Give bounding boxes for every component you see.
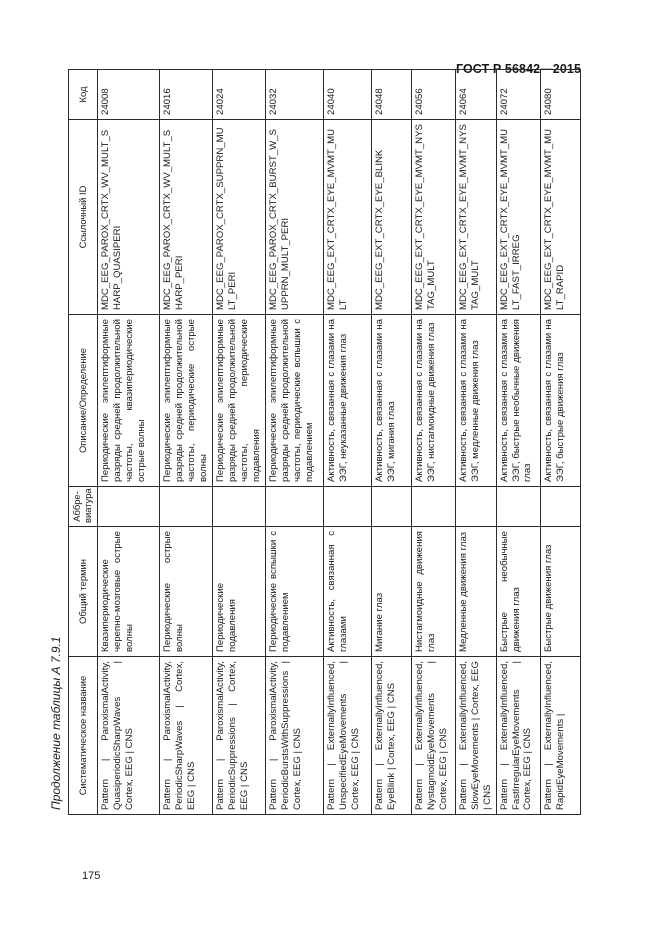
abbreviation-cell — [372, 487, 412, 527]
systematic-name-cell: Pattern | ParoxismalActivity, PeriodicBurstsWithSuppressions | Cortex, EEG | CNS — [266, 657, 324, 815]
description-cell: Активность, связанная с глазами на ЭЭГ, медленные движения глаз — [456, 315, 497, 487]
reference-id-cell: MDC_EEG_EXT_CRTX_EYE_MVMT_MULT — [324, 120, 372, 315]
description-cell: Периодические эпилептиформные разряды средней продолжительной частоты, квазипериодические острые волны — [98, 315, 160, 487]
table-row — [98, 70, 160, 815]
systematic-name-cell: Pattern | ExternallyInfluenced, UnspecifiedEyeMovements | Cortex, EEG | CNS — [324, 657, 372, 815]
abbreviation-cell — [213, 487, 266, 527]
table-row — [456, 70, 497, 815]
description-cell: Активность, связанная с глазами на ЭЭГ, быстрые движения глаз — [540, 315, 580, 487]
description-cell: Периодические эпилептиформные разряды средней продолжительной частоты, периодические острые волны — [160, 315, 213, 487]
common-term-cell: Быстрые движения глаз — [540, 527, 580, 657]
header-systematic-name: Систематическое название — [69, 657, 98, 815]
systematic-name-cell: Pattern | ParoxismalActivity, QuasiperiodicSharpWaves | Cortex, EEG | CNS — [98, 657, 160, 815]
abbreviation-cell — [456, 487, 497, 527]
description-cell: Периодические эпилептиформные разряды средней продолжительной частоты, периодические вспышки с подавлением — [266, 315, 324, 487]
common-term-cell: Активность, связанная с глазами — [324, 527, 372, 657]
description-cell: Периодические эпилептиформные разряды средней продолжительной частоты, периодические подавления — [213, 315, 266, 487]
table-row — [324, 70, 372, 815]
common-term-cell: Мигание глаз — [372, 527, 412, 657]
code-cell: 24056 — [412, 70, 456, 120]
code-cell: 24008 — [98, 70, 160, 120]
table-row — [266, 70, 324, 815]
reference-id-cell: MDC_EEG_EXT_CRTX_EYE_MVMT_MULT_RAPID — [540, 120, 580, 315]
code-cell: 24048 — [372, 70, 412, 120]
abbreviation-cell — [412, 487, 456, 527]
abbreviation-cell — [324, 487, 372, 527]
common-term-cell: Периодические подавления — [213, 527, 266, 657]
table-row — [372, 70, 412, 815]
table-caption: Продолжение таблицы А 7.9.1 — [49, 636, 63, 810]
table-row — [540, 70, 580, 815]
reference-id-cell: MDC_EEG_EXT_CRTX_EYE_MVMT_NYSTAG_MULT — [456, 120, 497, 315]
page-number: 175 — [82, 870, 101, 882]
header-common-term: Общий термин — [69, 527, 98, 657]
systematic-name-cell: Pattern | ExternallyInfluenced, FastIrregularEyeMovements | Cortex, EEG | CNS — [496, 657, 540, 815]
reference-id-cell: MDC_EEG_EXT_CRTX_EYE_BLINK — [372, 120, 412, 315]
header-reference-id: Ссылочный ID — [69, 120, 98, 315]
reference-id-cell: MDC_EEG_PAROX_CRTX_WV_MULT_SHARP_QUASIPERI — [98, 120, 160, 315]
systematic-name-cell: Pattern | ExternallyInfluenced, RapidEyeMovements | — [540, 657, 580, 815]
abbreviation-cell — [496, 487, 540, 527]
systematic-name-cell: Pattern | ExternallyInfluenced, EyeBlink | Cortex, EEG | CNS — [372, 657, 412, 815]
abbreviation-cell — [540, 487, 580, 527]
header-description: Описание/Определение — [69, 315, 98, 487]
systematic-name-cell: Pattern | ExternallyInfluenced, SlowEyeMovements | Cortex, EEG | CNS — [456, 657, 497, 815]
header-code: Код — [69, 70, 98, 120]
common-term-cell: Быстрые необычные движения глаз — [496, 527, 540, 657]
table-row — [412, 70, 456, 815]
common-term-cell: Периодические вспышки с подавлением — [266, 527, 324, 657]
code-cell: 24024 — [213, 70, 266, 120]
code-cell: 24032 — [266, 70, 324, 120]
common-term-cell: Периодические острые волны — [160, 527, 213, 657]
systematic-name-cell: Pattern | ParoxismalActivity, PeriodicSharpWaves | Cortex, EEG | CNS — [160, 657, 213, 815]
terms-table — [68, 69, 581, 815]
common-term-cell: Квазипериодические черепно-мозговые острые волны — [98, 527, 160, 657]
systematic-name-cell: Pattern | ParoxismalActivity, PeriodicSuppressions | Cortex, EEG | CNS — [213, 657, 266, 815]
description-cell: Активность, связанная с глазами на ЭЭГ, неуказанные движения глаз — [324, 315, 372, 487]
description-cell: Активность, связанная с глазами на ЭЭГ, мигания глаз — [372, 315, 412, 487]
table-row — [160, 70, 213, 815]
abbreviation-cell — [266, 487, 324, 527]
systematic-name-cell: Pattern | ExternallyInfluenced, NystagmoidEyeMovements | Cortex, EEG | CNS — [412, 657, 456, 815]
code-cell: 24064 — [456, 70, 497, 120]
code-cell: 24016 — [160, 70, 213, 120]
table-row — [496, 70, 540, 815]
table-body — [98, 70, 581, 815]
abbreviation-cell — [98, 487, 160, 527]
reference-id-cell: MDC_EEG_EXT_CRTX_EYE_MVMT_MULT_FAST_IRREG — [496, 120, 540, 315]
reference-id-cell: MDC_EEG_PAROX_CRTX_WV_MULT_SHARP_PERI — [160, 120, 213, 315]
code-cell: 24040 — [324, 70, 372, 120]
code-cell: 24072 — [496, 70, 540, 120]
reference-id-cell: MDC_EEG_PAROX_CRTX_SUPPRN_MULT_PERI — [213, 120, 266, 315]
common-term-cell: Медленные движения глаз — [456, 527, 497, 657]
common-term-cell: Нистагмоидные движения глаз — [412, 527, 456, 657]
description-cell: Активность, связанная с глазами на ЭЭГ, быстрые необычные движения глаз — [496, 315, 540, 487]
abbreviation-cell — [160, 487, 213, 527]
table-header — [69, 70, 98, 815]
code-cell: 24080 — [540, 70, 580, 120]
header-abbreviation: Аббре-виатура — [69, 487, 98, 527]
header-row — [69, 70, 98, 815]
description-cell: Активность, связанная с глазами на ЭЭГ, нистагмоидные движения глаз — [412, 315, 456, 487]
table-row — [213, 70, 266, 815]
reference-id-cell: MDC_EEG_EXT_CRTX_EYE_MVMT_NYSTAG_MULT — [412, 120, 456, 315]
reference-id-cell: MDC_EEG_PAROX_CRTX_BURST_W_SUPPRN_MULT_PERI — [266, 120, 324, 315]
document-header-standard: ГОСТ Р 56842—2015 — [455, 62, 581, 76]
